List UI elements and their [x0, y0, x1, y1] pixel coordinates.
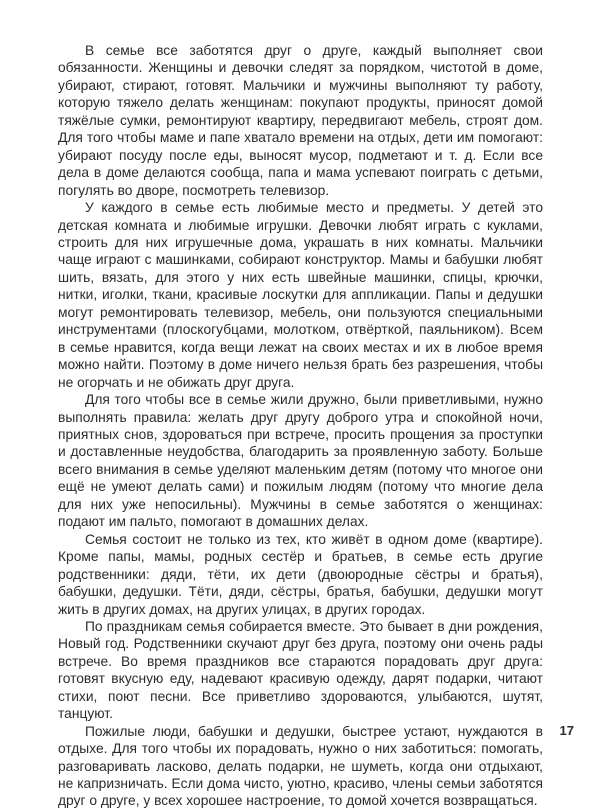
paragraph-elderly: Пожилые люди, бабушки и дедушки, быстрее устают, нуждаются в отдыхе. Для того чтобы их порадовать, нужно о них заботиться: помогать, разговаривать ласково, делать подарки, не шуметь, когда они отдыхают, не капризничать. Если дома чисто, уютно, красиво, члены семьи заботятся друг о друге, у всех хорошее настроение, то домой хочется возвращаться.: [58, 723, 543, 809]
paragraph-family-rules: Для того чтобы все в семье жили дружно, были приветливыми, нужно выполнять правила: желать друг другу доброго утра и спокойной ночи, приятных снов, здороваться при встрече, просить прощения за проступки и доставленные неудобства, благодарить за проявленную заботу. Больше всего внимания в семье уделяют маленьким детям (потому что многое они ещё не умеют делать сами) и пожилым людям (потому что многие дела для них уже непосильны). Мужчины в семье заботятся о женщинах: подают им пальто, помогают в домашних делах.: [58, 392, 543, 530]
paragraph-favorite-things: У каждого в семье есть любимые место и предметы. У детей это детская комната и любимые игрушки. Девочки любят играть с куклами, строить для них игрушечные дома, украшать в них комнаты. Мальчики чаще играют с машинками, собирают конструктор. Мамы и бабушки любят шить, вязать, для этого у них есть швейные машинки, спицы, крючки, нитки, иголки, ткани, красивые лоскутки для аппликации. Папы и дедушки могут ремонтировать телевизор, мебель, они пользуются специальными инструментами (плоскогубцами, молотком, отвёрткой, паяльником). Всем в семье нравится, когда вещи лежат на своих местах и их в любое время можно найти. Поэтому в доме ничего нельзя брать без разрешения, чтобы не огорчать и не обижать друг друга.: [58, 200, 543, 390]
paragraph-relatives: Семья состоит не только из тех, кто живёт в одном доме (квартире). Кроме папы, мамы, родных сестёр и братьев, в семье есть другие родственники: дяди, тёти, их дети (двоюродные сёстры и братья), бабушки, дедушки. Тёти, дяди, сёстры, братья, бабушки, дедушки могут жить в других домах, на других улицах, в других городах.: [58, 531, 543, 617]
page-number: 17: [559, 723, 574, 738]
paragraph-family-duties: В семье все заботятся друг о друге, каждый выполняет свои обязанности. Женщины и девочки следят за порядком, чистотой в доме, убирают, стирают, готовят. Мальчики и мужчины выполняют ту работу, которую тяжело делать женщинам: покупают продукты, приносят домой тяжёлые сумки, ремонтируют квартиру, передвигают мебель, строят дом. Для того чтобы маме и папе хватало времени на отдых, дети им помогают: убирают посуду после еды, выносят мусор, подметают и т. д. Если все дела в доме делаются сообща, папа и мама успевают поиграть с детьми, погулять во дворе, посмотреть телевизор.: [58, 43, 543, 198]
paragraph-holidays: По праздникам семья собирается вместе. Это бывает в дни рождения, Новый год. Родственники скучают друг без друга, поэтому они очень рады встрече. Во время праздников все стараются порадовать друг друга: готовят вкусную еду, надевают красивую одежду, дарят подарки, читают стихи, поют песни. Все приветливо здороваются, улыбаются, шутят, танцуют.: [58, 618, 543, 722]
main-text: [58, 42, 543, 810]
